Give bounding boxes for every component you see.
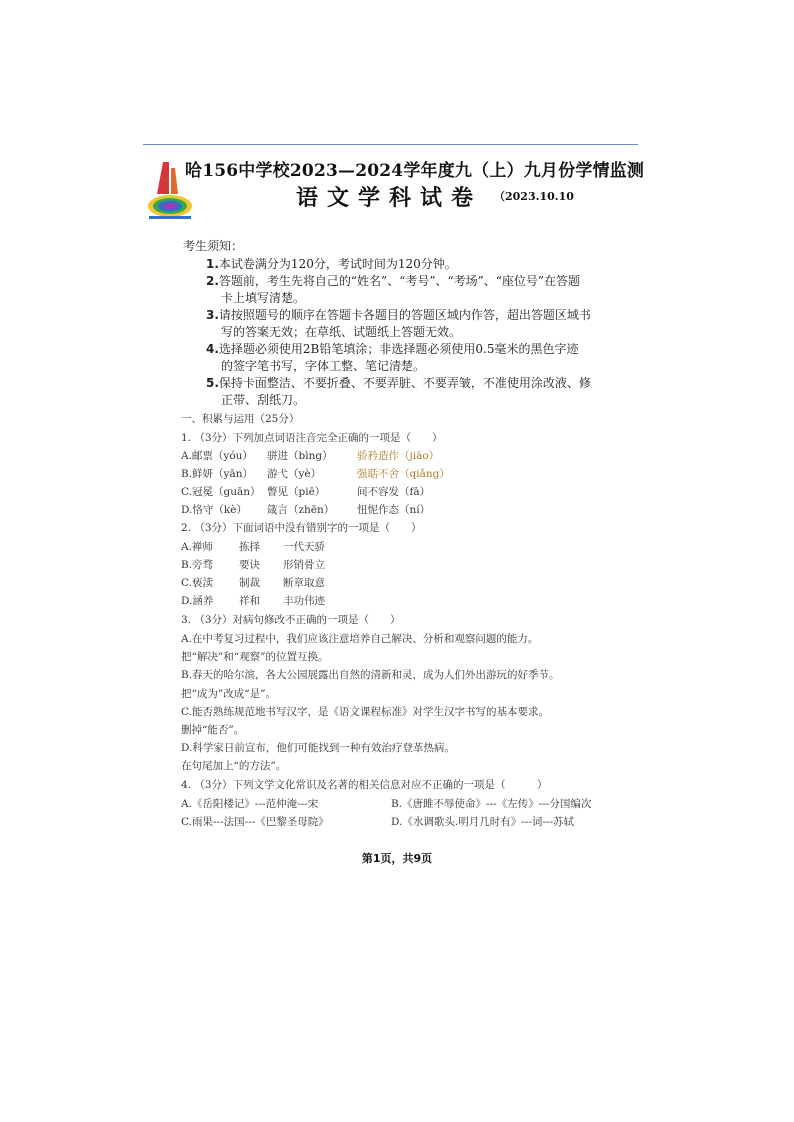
option-fix: 删掉“能否”。 [181,724,245,736]
option-d-item1: D.涵养 [181,595,214,607]
option-fix: 在句尾加上“的方法”。 [181,760,287,772]
option-a-item2: 骈进（bìng） [267,450,333,462]
exam-date: （2023.10.10 [494,190,574,203]
option-b-item1: B.鲜妍（yān） [181,468,254,480]
notice-item [206,340,578,357]
option-d-item3: 忸怩作态（ní） [357,504,431,516]
notice-item [206,272,580,289]
notice-item [206,306,591,323]
notice-text: 保持卡面整洁、不要折叠、不要弄脏、不要弄皱，不准使用涂改液、修 [218,376,591,390]
notice-text: 请按照题号的顺序在答题卡各题目的答题区域内作答，超出答题区域书 [218,308,591,322]
header-rule [143,144,638,145]
option-a-item2: 拣择 [239,541,260,553]
notice-text: 本试卷满分为120分，考试时间为120分钟。 [218,257,457,271]
question-stem: 4. （3分）下列文学文化常识及名著的相关信息对应不正确的一项是（ ） [181,779,548,791]
notice-continuation: 写的答案无效；在草纸、试题纸上答题无效。 [221,325,462,339]
option-fix: 把“成为”改成“是”。 [181,688,276,700]
notice-text: 答题前，考生先将自己的“姓名”、“考号”、“考场”、“座位号”在答题 [218,274,581,288]
notice-num: 5. [206,376,219,390]
option-fix: 把“解决”和“观察”的位置互换。 [181,651,329,663]
question-stem: 3. （3分）对病句修改不正确的一项是（ ） [181,614,401,626]
option-line: D.科学家日前宣布，他们可能找到一种有效治疗登革热病。 [181,742,455,754]
exam-title: 哈156中学校2023—2024学年度九（上）九月份学情监测 [185,161,645,181]
option-line: A.在中考复习过程中，我们应该注意培养自己解决、分析和观察问题的能力。 [181,633,539,645]
option-a-item3: 一代天骄 [283,541,325,553]
option-a-item1: A.邮票（yóu） [181,450,253,462]
option-b-item1: B.旁骛 [181,559,214,571]
option-c-item3: 间不容发（fā） [357,486,431,498]
page-number: 第1页，共9页 [361,852,433,865]
notice-num: 3. [206,308,219,322]
option-b-item2: 游弋（yè） [267,468,322,480]
option-b-item3: 形销骨立 [283,559,325,571]
option-c-item2: 制裁 [239,577,260,589]
option-c-item1: C.亵渎 [181,577,213,589]
notice-item [206,374,591,391]
notice-text: 选择题必须使用2B铅笔填涂；非选择题必须使用0.5毫米的黑色字迹 [218,342,579,356]
notice-heading: 考生须知： [183,239,244,253]
option-d: D.《水调歌头.明月几时有》---词---苏轼 [391,816,575,828]
option-d-item1: D.恪守（kè） [181,504,247,516]
notice-num: 1. [206,257,219,271]
option-d-item2: 箴言（zhēn） [267,504,335,516]
option-c: C.雨果---法国---《巴黎圣母院》 [181,816,329,828]
option-a-item1: A.禅师 [181,541,213,553]
notice-continuation: 正带、刮纸刀。 [221,393,306,407]
question-stem: 2. （3分）下面词语中没有错别字的一项是（ ） [181,522,422,534]
option-b-item2: 要诀 [239,559,260,571]
option-a-item3: 骄矜造作（jiāo） [357,450,440,462]
option-line: C.能否熟练规范地书写汉字，是《语文课程标准》对学生汉字书写的基本要求。 [181,706,549,718]
option-line: B.春天的哈尔滨，各大公园展露出自然的清新和灵，成为人们外出游玩的好季节。 [181,669,560,681]
option-d-item2: 祥和 [239,595,260,607]
notice-num: 2. [206,274,219,288]
notice-item [206,255,457,272]
exam-subject-title: 语文学科试卷 [296,185,483,211]
notice-continuation: 卡上填写清楚。 [221,291,306,305]
option-b-item3: 强聒不舍（qiǎng） [357,468,450,480]
option-c-item2: 瞥见（piē） [267,486,326,498]
option-a: A.《岳阳楼记》---范仲淹---宋 [181,798,319,810]
option-c-item1: C.冠冕（guān） [181,486,261,498]
question-stem: 1. （3分）下列加点词语注音完全正确的一项是（ ） [181,432,443,444]
notice-num: 4. [206,342,219,356]
option-b: B.《唐雎不辱使命》---《左传》---分国编次 [391,798,592,810]
option-c-item3: 断章取意 [283,577,325,589]
option-d-item3: 丰功伟迹 [283,595,325,607]
notice-continuation: 的签字笔书写，字体工整、笔记清楚。 [221,359,426,373]
section-heading: 一、积累与运用（25分） [181,413,300,425]
